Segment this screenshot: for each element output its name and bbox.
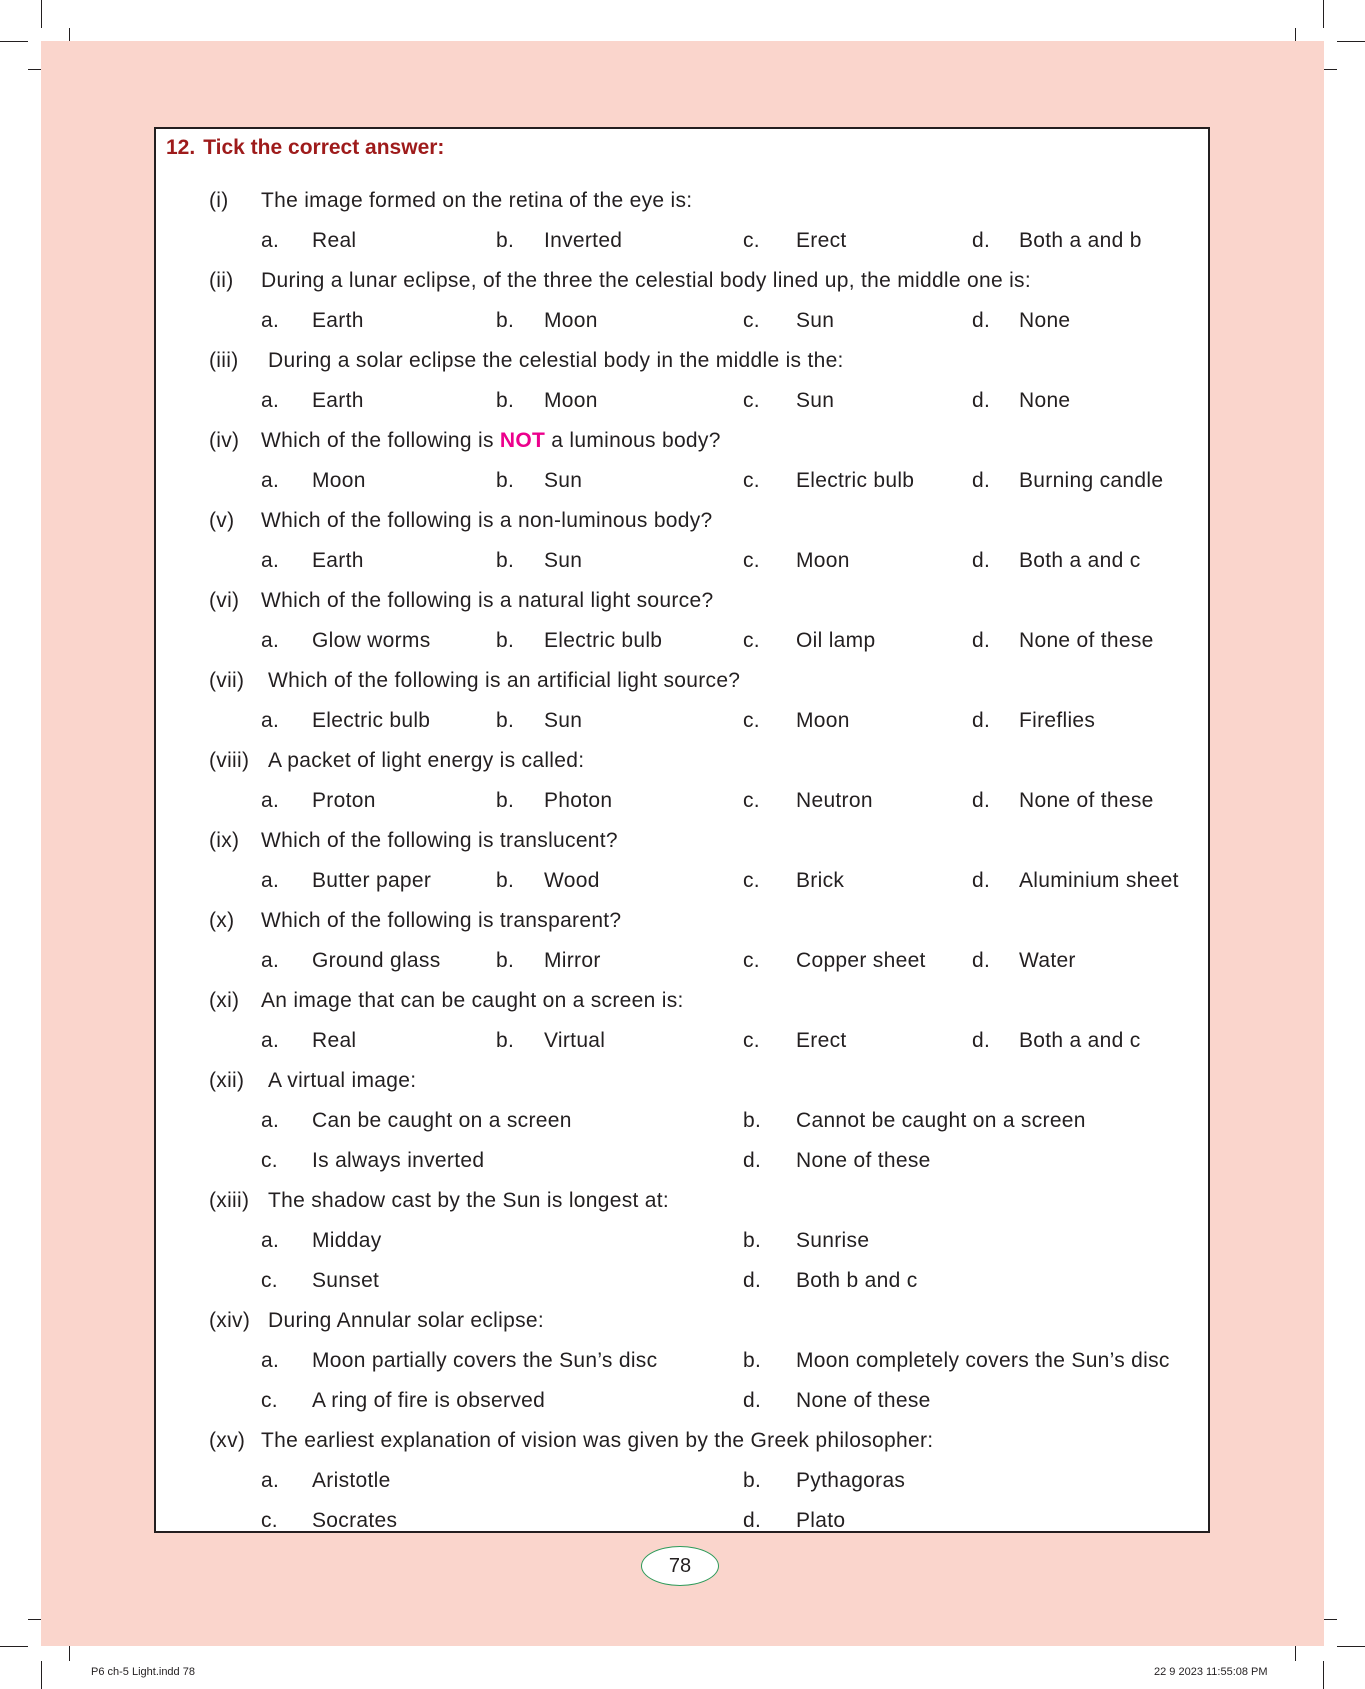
- option-text: Both a and c: [1019, 1029, 1141, 1052]
- question-text: Which of the following is a non-luminous body?: [261, 509, 713, 532]
- option-letter: b.: [496, 309, 515, 332]
- option-letter: b.: [743, 1349, 762, 1372]
- option-text: Can be caught on a screen: [312, 1109, 572, 1132]
- crop-mark: [41, 1661, 42, 1689]
- option-letter: a.: [261, 1029, 280, 1052]
- option-text: Neutron: [796, 789, 873, 812]
- option-text: Sunset: [312, 1269, 380, 1292]
- question-text: Which of the following is translucent?: [261, 829, 618, 852]
- option-text: Butter paper: [312, 869, 432, 892]
- option-text: Earth: [312, 389, 364, 412]
- crop-mark: [1323, 0, 1324, 28]
- crop-mark: [1337, 1646, 1365, 1647]
- emphasis-not: NOT: [499, 429, 546, 452]
- question-number: (xii): [209, 1069, 245, 1092]
- option-text: None of these: [1019, 629, 1154, 652]
- option-letter: a.: [261, 709, 280, 732]
- question-text: The image formed on the retina of the eye is:: [261, 189, 693, 212]
- option-letter: d.: [972, 789, 991, 812]
- option-text: Fireflies: [1019, 709, 1096, 732]
- exercise-title: Tick the correct answer:: [203, 136, 445, 159]
- option-letter: c.: [743, 229, 760, 252]
- option-text: Erect: [796, 229, 847, 252]
- option-letter: c.: [743, 309, 760, 332]
- option-letter: d.: [972, 229, 991, 252]
- option-text: Real: [312, 1029, 357, 1052]
- option-text: None of these: [1019, 789, 1154, 812]
- option-text: Moon: [544, 309, 598, 332]
- option-letter: a.: [261, 1109, 280, 1132]
- question-number: (vi): [209, 589, 240, 612]
- crop-mark: [1337, 41, 1365, 42]
- option-letter: b.: [496, 389, 515, 412]
- option-text: Sunrise: [796, 1229, 870, 1252]
- option-text: None of these: [796, 1149, 931, 1172]
- option-letter: a.: [261, 1229, 280, 1252]
- option-text: Midday: [312, 1229, 382, 1252]
- crop-mark: [0, 41, 28, 42]
- option-letter: c.: [743, 1029, 760, 1052]
- option-letter: d.: [972, 309, 991, 332]
- option-letter: a.: [261, 629, 280, 652]
- option-text: Sun: [544, 709, 583, 732]
- option-text: Mirror: [544, 949, 601, 972]
- page-number: 78: [641, 1546, 719, 1586]
- option-letter: d.: [972, 389, 991, 412]
- option-letter: d.: [972, 949, 991, 972]
- option-text: Electric bulb: [312, 709, 431, 732]
- option-text: Both a and c: [1019, 549, 1141, 572]
- option-letter: b.: [743, 1469, 762, 1492]
- option-letter: c.: [743, 789, 760, 812]
- option-letter: c.: [743, 949, 760, 972]
- option-letter: d.: [743, 1509, 762, 1532]
- option-letter: a.: [261, 1349, 280, 1372]
- option-text: Moon: [312, 469, 366, 492]
- option-text: None of these: [796, 1389, 931, 1412]
- option-letter: a.: [261, 1469, 280, 1492]
- option-letter: b.: [496, 629, 515, 652]
- question-text: During a lunar eclipse, of the three the celestial body lined up, the middle one is:: [261, 269, 1031, 292]
- option-letter: a.: [261, 309, 280, 332]
- question-text: Which of the following is an artificial light source?: [268, 669, 741, 692]
- option-text: A ring of fire is observed: [312, 1389, 546, 1412]
- option-text: None: [1019, 389, 1071, 412]
- question-number: (iv): [209, 429, 240, 452]
- question-text-part: a luminous body?: [545, 429, 721, 452]
- option-text: Moon completely covers the Sun’s disc: [796, 1349, 1170, 1372]
- option-letter: c.: [743, 629, 760, 652]
- question-text: [261, 428, 721, 454]
- option-letter: d.: [743, 1269, 762, 1292]
- question-text: During a solar eclipse the celestial body in the middle is the:: [268, 349, 844, 372]
- option-text: Electric bulb: [796, 469, 915, 492]
- option-letter: b.: [743, 1109, 762, 1132]
- option-text: Inverted: [544, 229, 623, 252]
- option-text: Pythagoras: [796, 1469, 906, 1492]
- option-letter: a.: [261, 469, 280, 492]
- option-letter: a.: [261, 549, 280, 572]
- option-text: Oil lamp: [796, 629, 876, 652]
- option-text: Sun: [544, 549, 583, 572]
- option-letter: d.: [972, 629, 991, 652]
- option-text: Moon: [796, 709, 850, 732]
- option-letter: b.: [743, 1229, 762, 1252]
- option-text: Both b and c: [796, 1269, 918, 1292]
- slug-timestamp: 22 9 2023 11:55:08 PM: [1154, 1666, 1268, 1678]
- option-text: Virtual: [544, 1029, 606, 1052]
- option-text: Is always inverted: [312, 1149, 485, 1172]
- option-letter: c.: [743, 869, 760, 892]
- option-letter: d.: [972, 1029, 991, 1052]
- option-letter: b.: [496, 949, 515, 972]
- question-text: Which of the following is transparent?: [261, 909, 622, 932]
- option-letter: d.: [972, 549, 991, 572]
- question-text: The earliest explanation of vision was given by the Greek philosopher:: [261, 1429, 934, 1452]
- exercise-number: 12.: [166, 136, 196, 159]
- option-letter: a.: [261, 789, 280, 812]
- question-number: (ii): [209, 269, 234, 292]
- option-letter: a.: [261, 869, 280, 892]
- option-letter: d.: [743, 1389, 762, 1412]
- option-letter: c.: [743, 389, 760, 412]
- option-letter: b.: [496, 1029, 515, 1052]
- option-letter: c.: [743, 709, 760, 732]
- option-text: Burning candle: [1019, 469, 1164, 492]
- option-text: Moon: [544, 389, 598, 412]
- option-text: Glow worms: [312, 629, 431, 652]
- question-number: (ix): [209, 829, 240, 852]
- question-text: A packet of light energy is called:: [268, 749, 585, 772]
- option-letter: c.: [743, 469, 760, 492]
- option-letter: a.: [261, 389, 280, 412]
- option-letter: b.: [496, 869, 515, 892]
- slug-file-info: P6 ch-5 Light.indd 78: [91, 1666, 195, 1678]
- option-text: Ground glass: [312, 949, 441, 972]
- option-text: Socrates: [312, 1509, 398, 1532]
- option-text: Real: [312, 229, 357, 252]
- question-number: (v): [209, 509, 235, 532]
- option-letter: c.: [743, 549, 760, 572]
- question-text: Which of the following is a natural light source?: [261, 589, 714, 612]
- option-text: Plato: [796, 1509, 846, 1532]
- option-text: Sun: [544, 469, 583, 492]
- question-text: An image that can be caught on a screen is:: [261, 989, 684, 1012]
- crop-mark: [41, 0, 42, 28]
- question-number: (vii): [209, 669, 245, 692]
- crop-mark: [1323, 1661, 1324, 1689]
- option-text: Sun: [796, 389, 835, 412]
- option-text: Erect: [796, 1029, 847, 1052]
- option-letter: c.: [261, 1509, 278, 1532]
- option-letter: c.: [261, 1149, 278, 1172]
- option-letter: d.: [972, 469, 991, 492]
- option-text: Earth: [312, 309, 364, 332]
- option-text: Moon: [796, 549, 850, 572]
- question-number: (iii): [209, 349, 239, 372]
- option-letter: b.: [496, 469, 515, 492]
- option-text: Sun: [796, 309, 835, 332]
- option-text: Photon: [544, 789, 613, 812]
- option-letter: b.: [496, 709, 515, 732]
- option-text: Aristotle: [312, 1469, 391, 1492]
- option-text: Cannot be caught on a screen: [796, 1109, 1086, 1132]
- question-text-part: Which of the following is: [261, 429, 500, 452]
- option-text: Proton: [312, 789, 376, 812]
- question-number: (viii): [209, 749, 250, 772]
- option-text: Wood: [544, 869, 600, 892]
- option-letter: b.: [496, 549, 515, 572]
- option-letter: a.: [261, 949, 280, 972]
- option-text: Moon partially covers the Sun’s disc: [312, 1349, 658, 1372]
- option-letter: d.: [972, 869, 991, 892]
- question-number: (i): [209, 189, 229, 212]
- option-text: Both a and b: [1019, 229, 1142, 252]
- option-text: Electric bulb: [544, 629, 663, 652]
- question-number: (xiii): [209, 1189, 250, 1212]
- option-letter: b.: [496, 229, 515, 252]
- question-text: A virtual image:: [268, 1069, 417, 1092]
- option-letter: d.: [972, 709, 991, 732]
- option-text: Aluminium sheet: [1019, 869, 1179, 892]
- option-text: None: [1019, 309, 1071, 332]
- option-letter: d.: [743, 1149, 762, 1172]
- option-text: Earth: [312, 549, 364, 572]
- option-text: Water: [1019, 949, 1076, 972]
- question-text: The shadow cast by the Sun is longest at:: [268, 1189, 670, 1212]
- crop-mark: [0, 1646, 28, 1647]
- question-number: (xi): [209, 989, 240, 1012]
- exercise-heading: [166, 136, 444, 160]
- question-number: (xv): [209, 1429, 246, 1452]
- option-text: Brick: [796, 869, 845, 892]
- option-letter: c.: [261, 1269, 278, 1292]
- option-letter: a.: [261, 229, 280, 252]
- question-text: During Annular solar eclipse:: [268, 1309, 545, 1332]
- option-text: Copper sheet: [796, 949, 926, 972]
- option-letter: b.: [496, 789, 515, 812]
- question-number: (xiv): [209, 1309, 251, 1332]
- option-letter: c.: [261, 1389, 278, 1412]
- question-number: (x): [209, 909, 235, 932]
